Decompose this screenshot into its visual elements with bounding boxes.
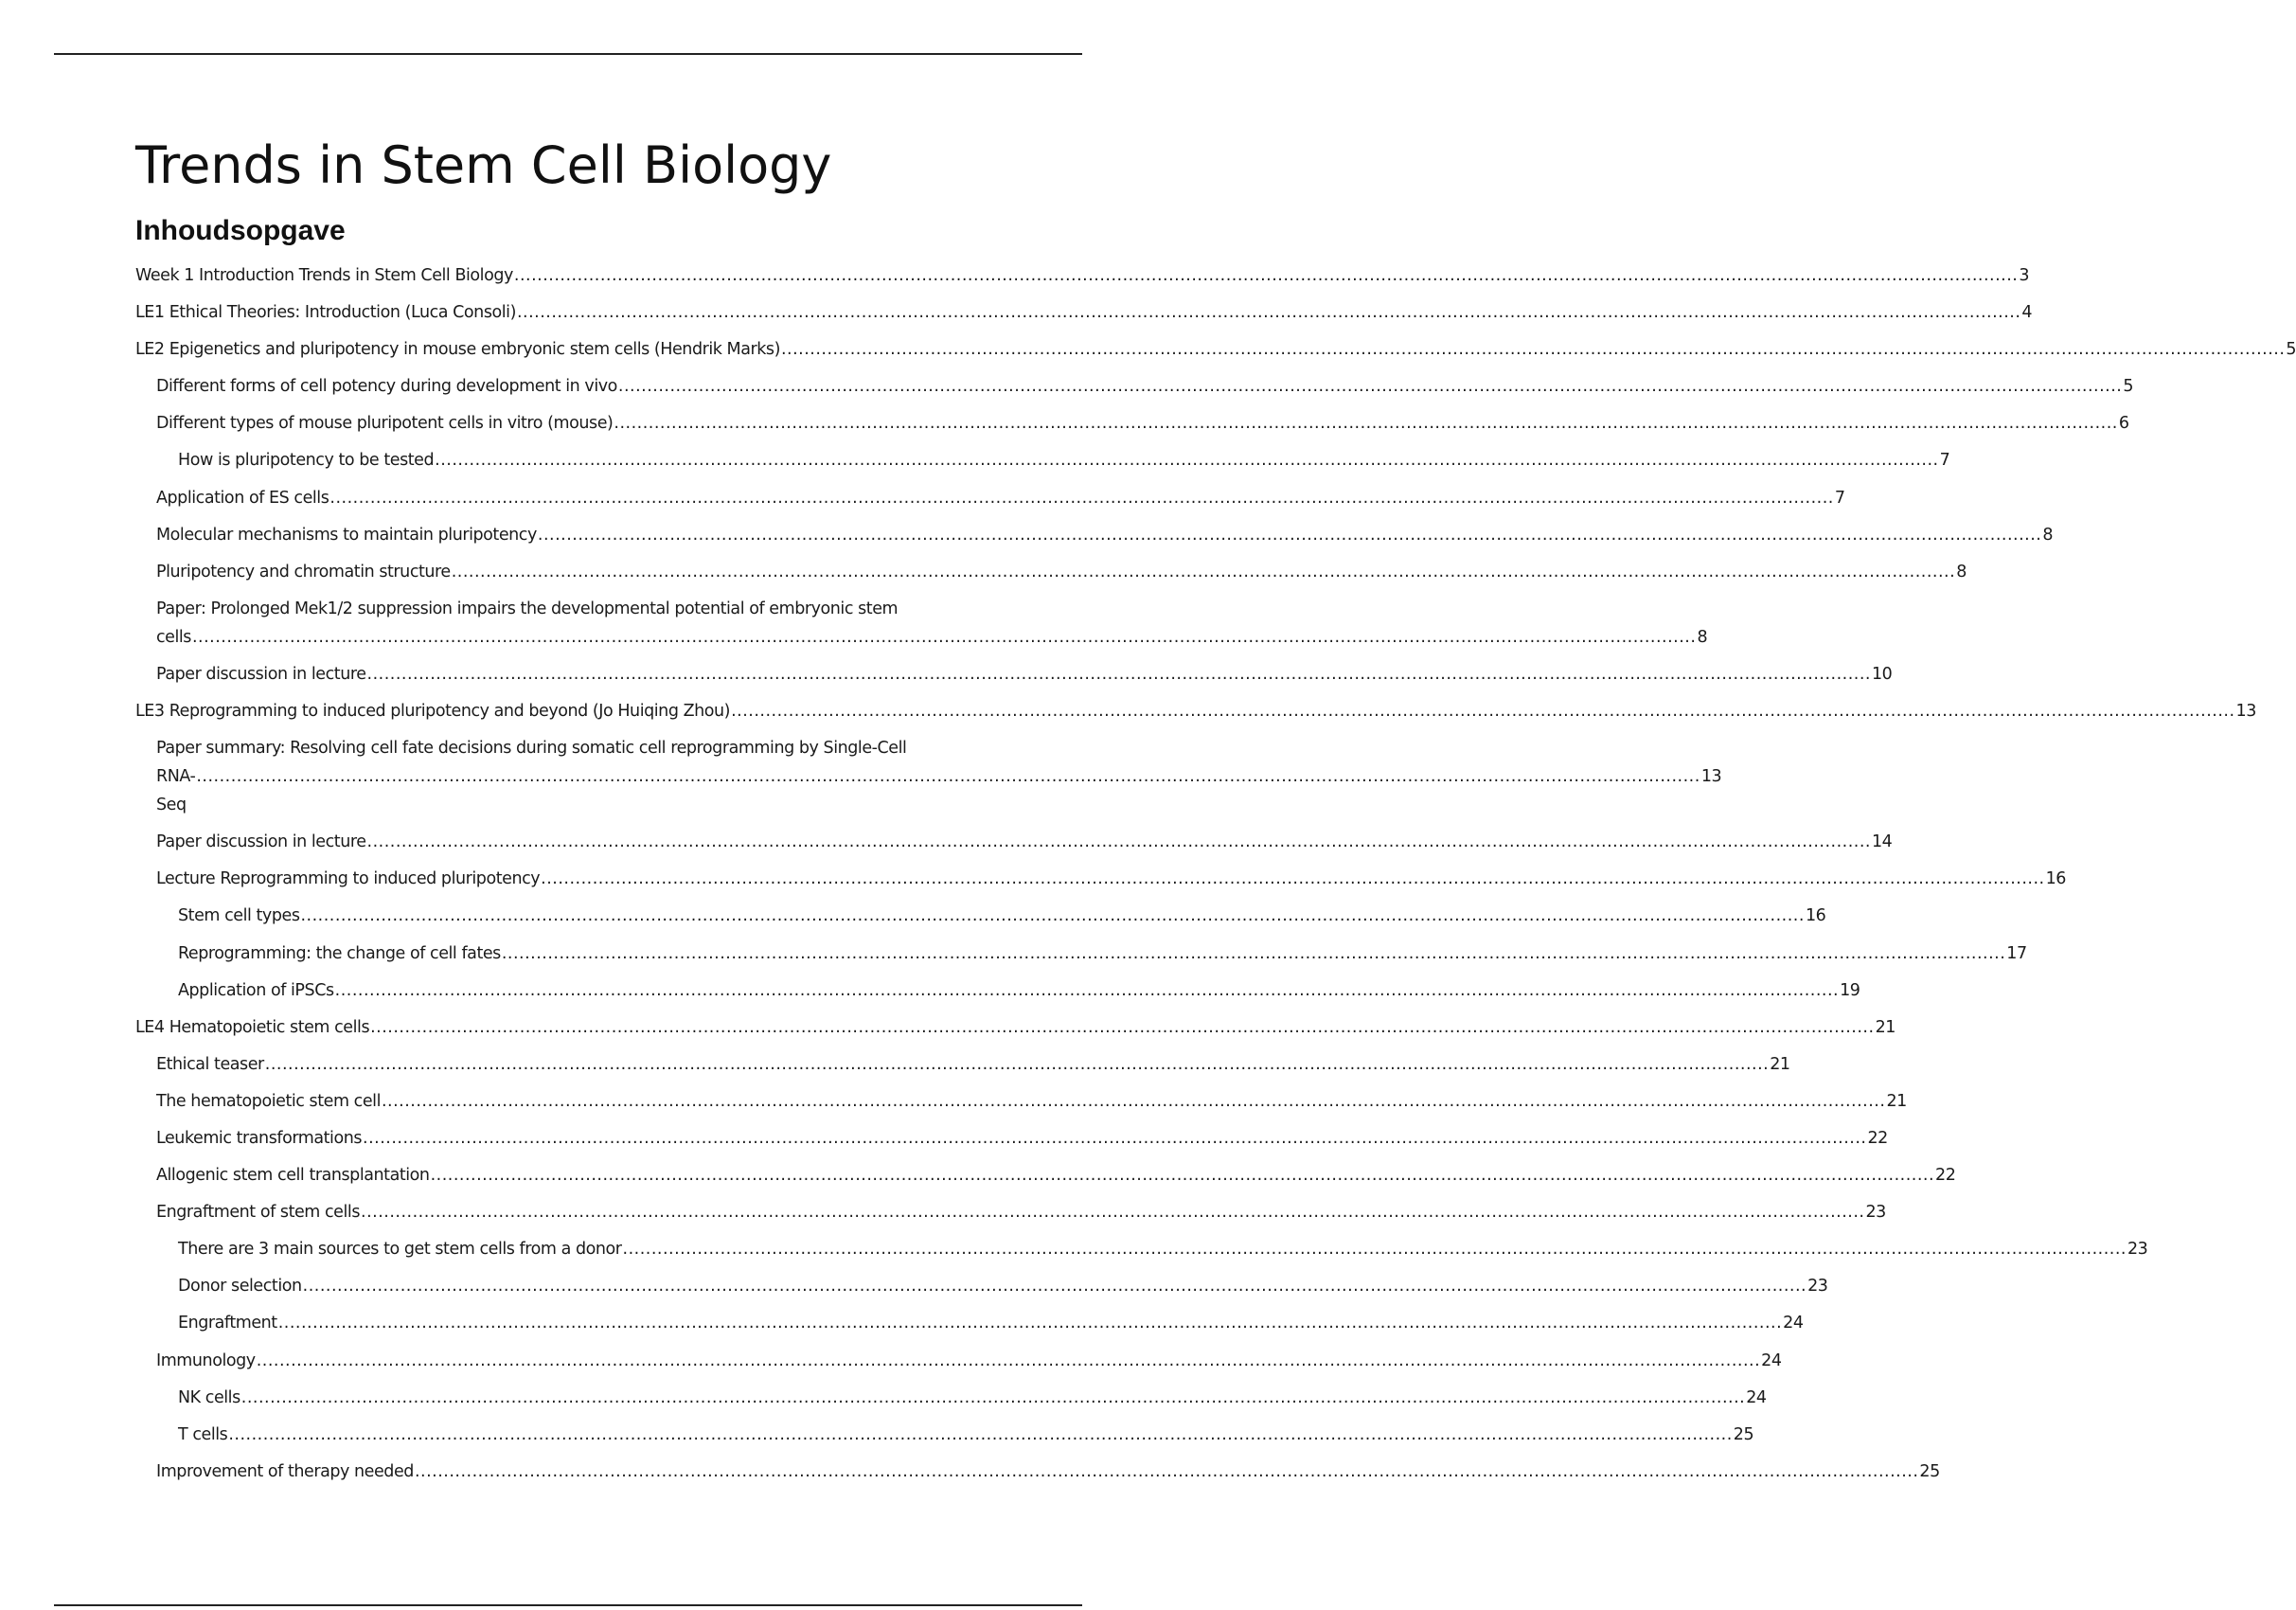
document-body xyxy=(135,131,2296,1494)
toc-entry-title: Reprogramming: the change of cell fates xyxy=(178,943,501,963)
toc-entry-title: Allogenic stem cell transplantation xyxy=(156,1166,430,1186)
toc-entry[interactable] xyxy=(135,595,1708,652)
toc-page-number: 14 xyxy=(1871,832,1893,852)
toc-dot-leader xyxy=(618,372,2122,401)
toc-entry-line xyxy=(135,298,2033,327)
toc-entry[interactable] xyxy=(135,828,1893,856)
toc-entry-line xyxy=(156,828,1893,856)
toc-entry-line xyxy=(156,1087,1907,1116)
toc-entry-title: LE2 Epigenetics and pluripotency in mouse embryonic stem cells (Hendrik Marks) xyxy=(135,340,780,360)
toc-entry[interactable] xyxy=(135,1421,1754,1449)
toc-entry-title: Application of iPSCs xyxy=(178,980,334,1000)
toc-page-number: 16 xyxy=(1805,906,1826,926)
toc-entry-line xyxy=(156,1050,1790,1079)
toc-entry[interactable] xyxy=(135,1272,1828,1300)
toc-entry-line xyxy=(156,865,2066,893)
toc-dot-leader xyxy=(363,1124,1866,1153)
toc-entry-title: Lecture Reprogramming to induced pluripotency xyxy=(156,869,541,889)
toc-dot-leader xyxy=(517,298,2020,327)
document-title: Trends in Stem Cell Biology xyxy=(135,135,832,195)
toc-dot-leader xyxy=(541,865,2044,893)
toc-page-number: 23 xyxy=(1865,1203,1886,1223)
toc-dot-leader xyxy=(241,1384,1745,1412)
toc-entry-title: NK cells xyxy=(178,1387,240,1407)
toc-entry[interactable] xyxy=(135,1384,1767,1412)
toc-dot-leader xyxy=(502,939,2005,968)
toc-page-number: 25 xyxy=(1733,1424,1754,1444)
toc-entry-line xyxy=(156,521,2054,549)
toc-entry[interactable] xyxy=(135,1124,1888,1153)
toc-entry-line xyxy=(156,372,2134,401)
toc-entry-title: LE3 Reprogramming to induced pluripotency and beyond (Jo Huiqing Zhou) xyxy=(135,702,731,722)
toc-page-number: 17 xyxy=(2006,943,2027,963)
toc-entry-line xyxy=(135,335,2296,364)
toc-dot-leader xyxy=(452,558,1955,586)
toc-dot-leader xyxy=(514,261,2018,290)
toc-page-number: 13 xyxy=(1700,767,1722,787)
toc-entry[interactable] xyxy=(135,409,2129,438)
toc-entry-title: Improvement of therapy needed xyxy=(156,1461,414,1481)
toc-entry-line xyxy=(156,409,2129,438)
toc-entry[interactable] xyxy=(135,521,2054,549)
toc-entry[interactable] xyxy=(135,697,2256,725)
toc-entry-line xyxy=(135,697,2256,725)
toc-page-number: 8 xyxy=(1697,627,1708,647)
toc-page-number: 16 xyxy=(2045,869,2066,889)
toc-entry[interactable] xyxy=(135,1198,1886,1226)
toc-entry[interactable] xyxy=(135,484,1845,512)
toc-entry-line xyxy=(156,623,1708,652)
toc-dot-leader xyxy=(431,1161,1934,1190)
toc-entry[interactable] xyxy=(135,1347,1782,1375)
toc-entry-title: Engraftment of stem cells xyxy=(156,1203,360,1223)
toc-page-number: 7 xyxy=(1834,488,1845,508)
toc-entry-title: Paper discussion in lecture xyxy=(156,664,366,684)
toc-entry-title: The hematopoietic stem cell xyxy=(156,1091,381,1111)
footer-rule xyxy=(54,1604,1082,1606)
toc-page-number: 24 xyxy=(1746,1387,1767,1407)
toc-page-number: 8 xyxy=(1956,562,1967,581)
toc-entry-title: Paper discussion in lecture xyxy=(156,832,366,852)
toc-page-number: 3 xyxy=(2019,266,2030,285)
toc-entry-line xyxy=(178,1309,1804,1337)
toc-page-number: 21 xyxy=(1770,1054,1790,1074)
toc-entry-title: Leukemic transformations xyxy=(156,1128,363,1148)
toc-entry[interactable] xyxy=(135,1458,1940,1486)
toc-entry-title: LE4 Hematopoietic stem cells xyxy=(135,1017,370,1037)
toc-page-number: 24 xyxy=(1783,1314,1804,1333)
toc-entry-line xyxy=(178,976,1860,1005)
toc-page-number: 4 xyxy=(2021,303,2033,323)
toc-entry-line xyxy=(156,1124,1888,1153)
toc-entry-title: Molecular mechanisms to maintain pluripotency xyxy=(156,525,537,545)
toc-entry-line xyxy=(135,1013,1896,1042)
toc-page-number: 24 xyxy=(1761,1351,1782,1370)
toc-entry[interactable] xyxy=(135,1309,1804,1337)
toc-dot-leader xyxy=(257,1347,1760,1375)
toc-page-number: 6 xyxy=(2118,414,2129,434)
toc-entry-title: There are 3 main sources to get stem cells from a donor xyxy=(178,1240,622,1260)
toc-entry-title: Engraftment xyxy=(178,1314,277,1333)
toc-dot-leader xyxy=(361,1198,1864,1226)
toc-entry-title: Different forms of cell potency during development in vivo xyxy=(156,377,617,397)
toc-dot-leader xyxy=(278,1309,1782,1337)
toc-entry[interactable] xyxy=(135,372,2134,401)
toc-entry-line xyxy=(178,1384,1767,1412)
toc-page-number: 5 xyxy=(2286,340,2296,360)
toc-dot-leader xyxy=(265,1050,1769,1079)
toc-entry-title: Stem cell types xyxy=(178,906,300,926)
toc-dot-leader xyxy=(435,446,1938,474)
toc-entry-line xyxy=(156,558,1967,586)
toc-page-number: 13 xyxy=(2235,702,2256,722)
toc-entry[interactable] xyxy=(135,939,2027,968)
toc-entry-title: How is pluripotency to be tested xyxy=(178,451,435,471)
toc-dot-leader xyxy=(192,623,1696,652)
toc-dot-leader xyxy=(300,902,1804,930)
toc-page-number: 21 xyxy=(1886,1091,1907,1111)
toc-dot-leader xyxy=(370,1013,1874,1042)
toc-page-number: 19 xyxy=(1840,980,1860,1000)
toc-dot-leader xyxy=(538,521,2041,549)
toc-page-number: 25 xyxy=(1919,1461,1940,1481)
toc-entry-line xyxy=(178,902,1826,930)
toc-page-number: 23 xyxy=(1807,1277,1828,1297)
toc-entry[interactable] xyxy=(135,558,1967,586)
toc-entry[interactable] xyxy=(135,1161,1956,1190)
toc-entry-title: Week 1 Introduction Trends in Stem Cell Biology xyxy=(135,266,513,285)
toc-entry-title-continued: cells xyxy=(156,627,191,647)
toc-dot-leader xyxy=(367,828,1871,856)
toc-entry[interactable] xyxy=(135,865,2066,893)
toc-entry[interactable] xyxy=(135,1013,1896,1042)
toc-entry-line xyxy=(156,762,1722,819)
toc-entry-line xyxy=(178,446,1950,474)
toc-entry[interactable] xyxy=(135,734,1722,819)
toc-dot-leader xyxy=(731,697,2234,725)
toc-entry[interactable] xyxy=(135,298,2033,327)
toc-entry-title: LE1 Ethical Theories: Introduction (Luca Consoli) xyxy=(135,303,516,323)
toc-entry[interactable] xyxy=(135,902,1826,930)
toc-entry-title-continued: RNA-Seq xyxy=(156,767,196,815)
toc-entry-title: Different types of mouse pluripotent cells in vitro (mouse) xyxy=(156,414,614,434)
toc-dot-leader xyxy=(382,1087,1885,1116)
toc-entry-line xyxy=(135,261,2030,290)
toc-entry-title: Paper summary: Resolving cell fate decisions during somatic cell reprogramming by Single-Cell xyxy=(156,739,907,759)
toc-page-number: 21 xyxy=(1875,1017,1896,1037)
toc-dot-leader xyxy=(303,1272,1807,1300)
toc-page-number: 10 xyxy=(1871,664,1893,684)
toc-entry-title: Application of ES cells xyxy=(156,488,329,508)
toc-page-number: 7 xyxy=(1939,451,1950,471)
toc-entry-line xyxy=(178,1235,2148,1263)
toc-dot-leader xyxy=(228,1421,1732,1449)
toc-entry-line xyxy=(178,1421,1754,1449)
toc-entry-title: T cells xyxy=(178,1424,228,1444)
toc-entry-title: Pluripotency and chromatin structure xyxy=(156,562,451,581)
toc-entry-line xyxy=(156,1458,1940,1486)
toc-dot-leader xyxy=(781,335,2285,364)
toc-entry[interactable] xyxy=(135,446,1950,474)
toc-entry-line xyxy=(178,1272,1828,1300)
toc-dot-leader xyxy=(196,762,1700,791)
toc-entry[interactable] xyxy=(135,335,2296,364)
toc-entry[interactable] xyxy=(135,1235,2148,1263)
toc-entry-line xyxy=(178,939,2027,968)
toc-entry-line xyxy=(156,484,1845,512)
toc-page-number: 8 xyxy=(2042,525,2054,545)
toc-entry-line xyxy=(156,660,1893,689)
toc-page-number: 5 xyxy=(2123,377,2134,397)
toc-entry-line xyxy=(156,1347,1782,1375)
toc-entry-title: Paper: Prolonged Mek1/2 suppression impairs the developmental potential of embryonic stem xyxy=(156,599,899,618)
header-rule xyxy=(54,53,1082,55)
toc-page-number: 23 xyxy=(2127,1240,2148,1260)
toc-heading: Inhoudsopgave xyxy=(135,215,346,246)
toc-dot-leader xyxy=(614,409,2117,438)
toc-page-number: 22 xyxy=(1867,1128,1888,1148)
toc-entry[interactable] xyxy=(135,261,2030,290)
toc-dot-leader xyxy=(623,1235,2127,1263)
table-of-contents xyxy=(135,261,2296,1486)
toc-page-number: 22 xyxy=(1935,1166,1956,1186)
toc-entry[interactable] xyxy=(135,1050,1790,1079)
toc-entry-line xyxy=(156,1198,1886,1226)
toc-entry-title: Ethical teaser xyxy=(156,1054,264,1074)
toc-entry-title: Immunology xyxy=(156,1351,256,1370)
toc-entry[interactable] xyxy=(135,1087,1907,1116)
toc-dot-leader xyxy=(329,484,1833,512)
toc-entry-line xyxy=(156,1161,1956,1190)
toc-dot-leader xyxy=(415,1458,1918,1486)
toc-entry[interactable] xyxy=(135,660,1893,689)
toc-entry[interactable] xyxy=(135,976,1860,1005)
toc-entry-title: Donor selection xyxy=(178,1277,302,1297)
toc-dot-leader xyxy=(367,660,1871,689)
toc-dot-leader xyxy=(335,976,1839,1005)
